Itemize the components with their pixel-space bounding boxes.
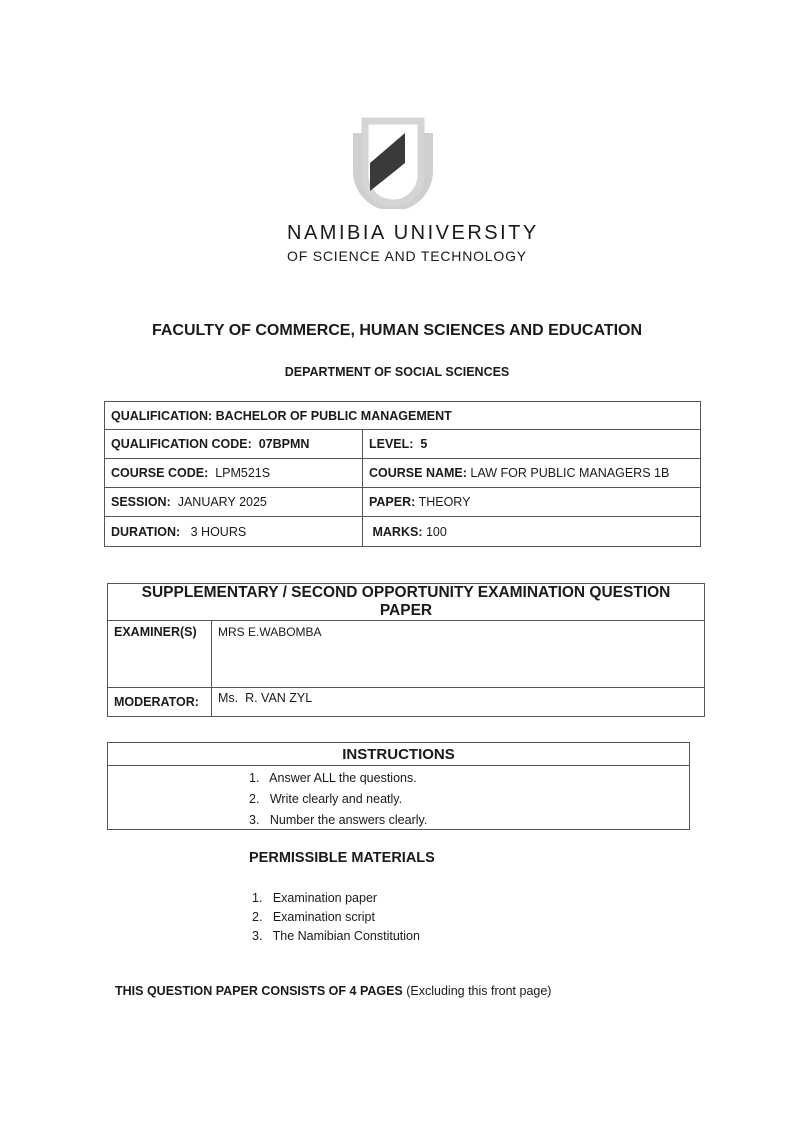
label: COURSE CODE: — [111, 466, 209, 480]
materials-title: PERMISSIBLE MATERIALS — [249, 850, 435, 866]
duration-value: 3 HOURS — [190, 524, 247, 539]
qualification-value: BACHELOR OF PUBLIC MANAGEMENT — [215, 408, 452, 423]
university-logo — [345, 113, 441, 209]
material-item: 1. Examination paper — [252, 891, 378, 905]
marks-value: 100 — [425, 524, 447, 539]
label: MARKS: — [372, 524, 423, 539]
material-item: 3. The Namibian Constitution — [252, 929, 420, 943]
page-count-note — [115, 984, 551, 998]
course-details-table — [104, 401, 701, 547]
course-name-value: LAW FOR PUBLIC MANAGERS 1B — [470, 466, 670, 480]
faculty-heading: FACULTY OF COMMERCE, HUMAN SCIENCES AND EDUCATION — [151, 322, 643, 339]
moderator-label: MODERATOR: — [108, 688, 212, 717]
exam-title: SUPPLEMENTARY / SECOND OPPORTUNITY EXAMINATION QUESTION PAPER — [108, 584, 705, 621]
department-heading: DEPARTMENT OF SOCIAL SCIENCES — [284, 365, 510, 379]
level-value: 5 — [420, 437, 428, 451]
instruction-item: 2. Write clearly and neatly. — [249, 792, 403, 806]
materials-list — [252, 889, 420, 946]
instructions-box — [107, 742, 690, 830]
session-value: JANUARY 2025 — [177, 495, 267, 509]
material-item: 2. Examination script — [252, 910, 375, 924]
label: LEVEL: — [369, 437, 414, 451]
paper-value: THEORY — [418, 495, 471, 509]
examiner-label: EXAMINER(S) — [108, 621, 212, 688]
course-code-value: LPM521S — [215, 466, 271, 480]
label: SESSION: — [111, 495, 171, 509]
label: QUALIFICATION CODE: — [111, 437, 252, 451]
label: COURSE NAME: — [369, 466, 467, 480]
university-subtitle: OF SCIENCE AND TECHNOLOGY — [287, 248, 527, 264]
university-name: NAMIBIA UNIVERSITY — [287, 222, 539, 244]
instructions-list — [249, 768, 427, 831]
examiner-value: MRS E.WABOMBA — [212, 621, 705, 688]
instruction-item: 3. Number the answers clearly. — [249, 813, 428, 827]
moderator-value: Ms. R. VAN ZYL — [212, 688, 705, 717]
label: PAPER: — [369, 495, 416, 509]
page-count-bold: THIS QUESTION PAPER CONSISTS OF 4 PAGES — [115, 984, 403, 998]
instruction-item: 1. Answer ALL the questions. — [249, 771, 417, 785]
qualification-code-value: 07BPMN — [258, 437, 310, 451]
label: DURATION: — [111, 524, 181, 539]
label: QUALIFICATION: — [111, 408, 213, 423]
page-count-note-normal: (Excluding this front page) — [402, 984, 552, 998]
examiners-table — [107, 583, 705, 717]
instructions-title: INSTRUCTIONS — [108, 743, 689, 766]
